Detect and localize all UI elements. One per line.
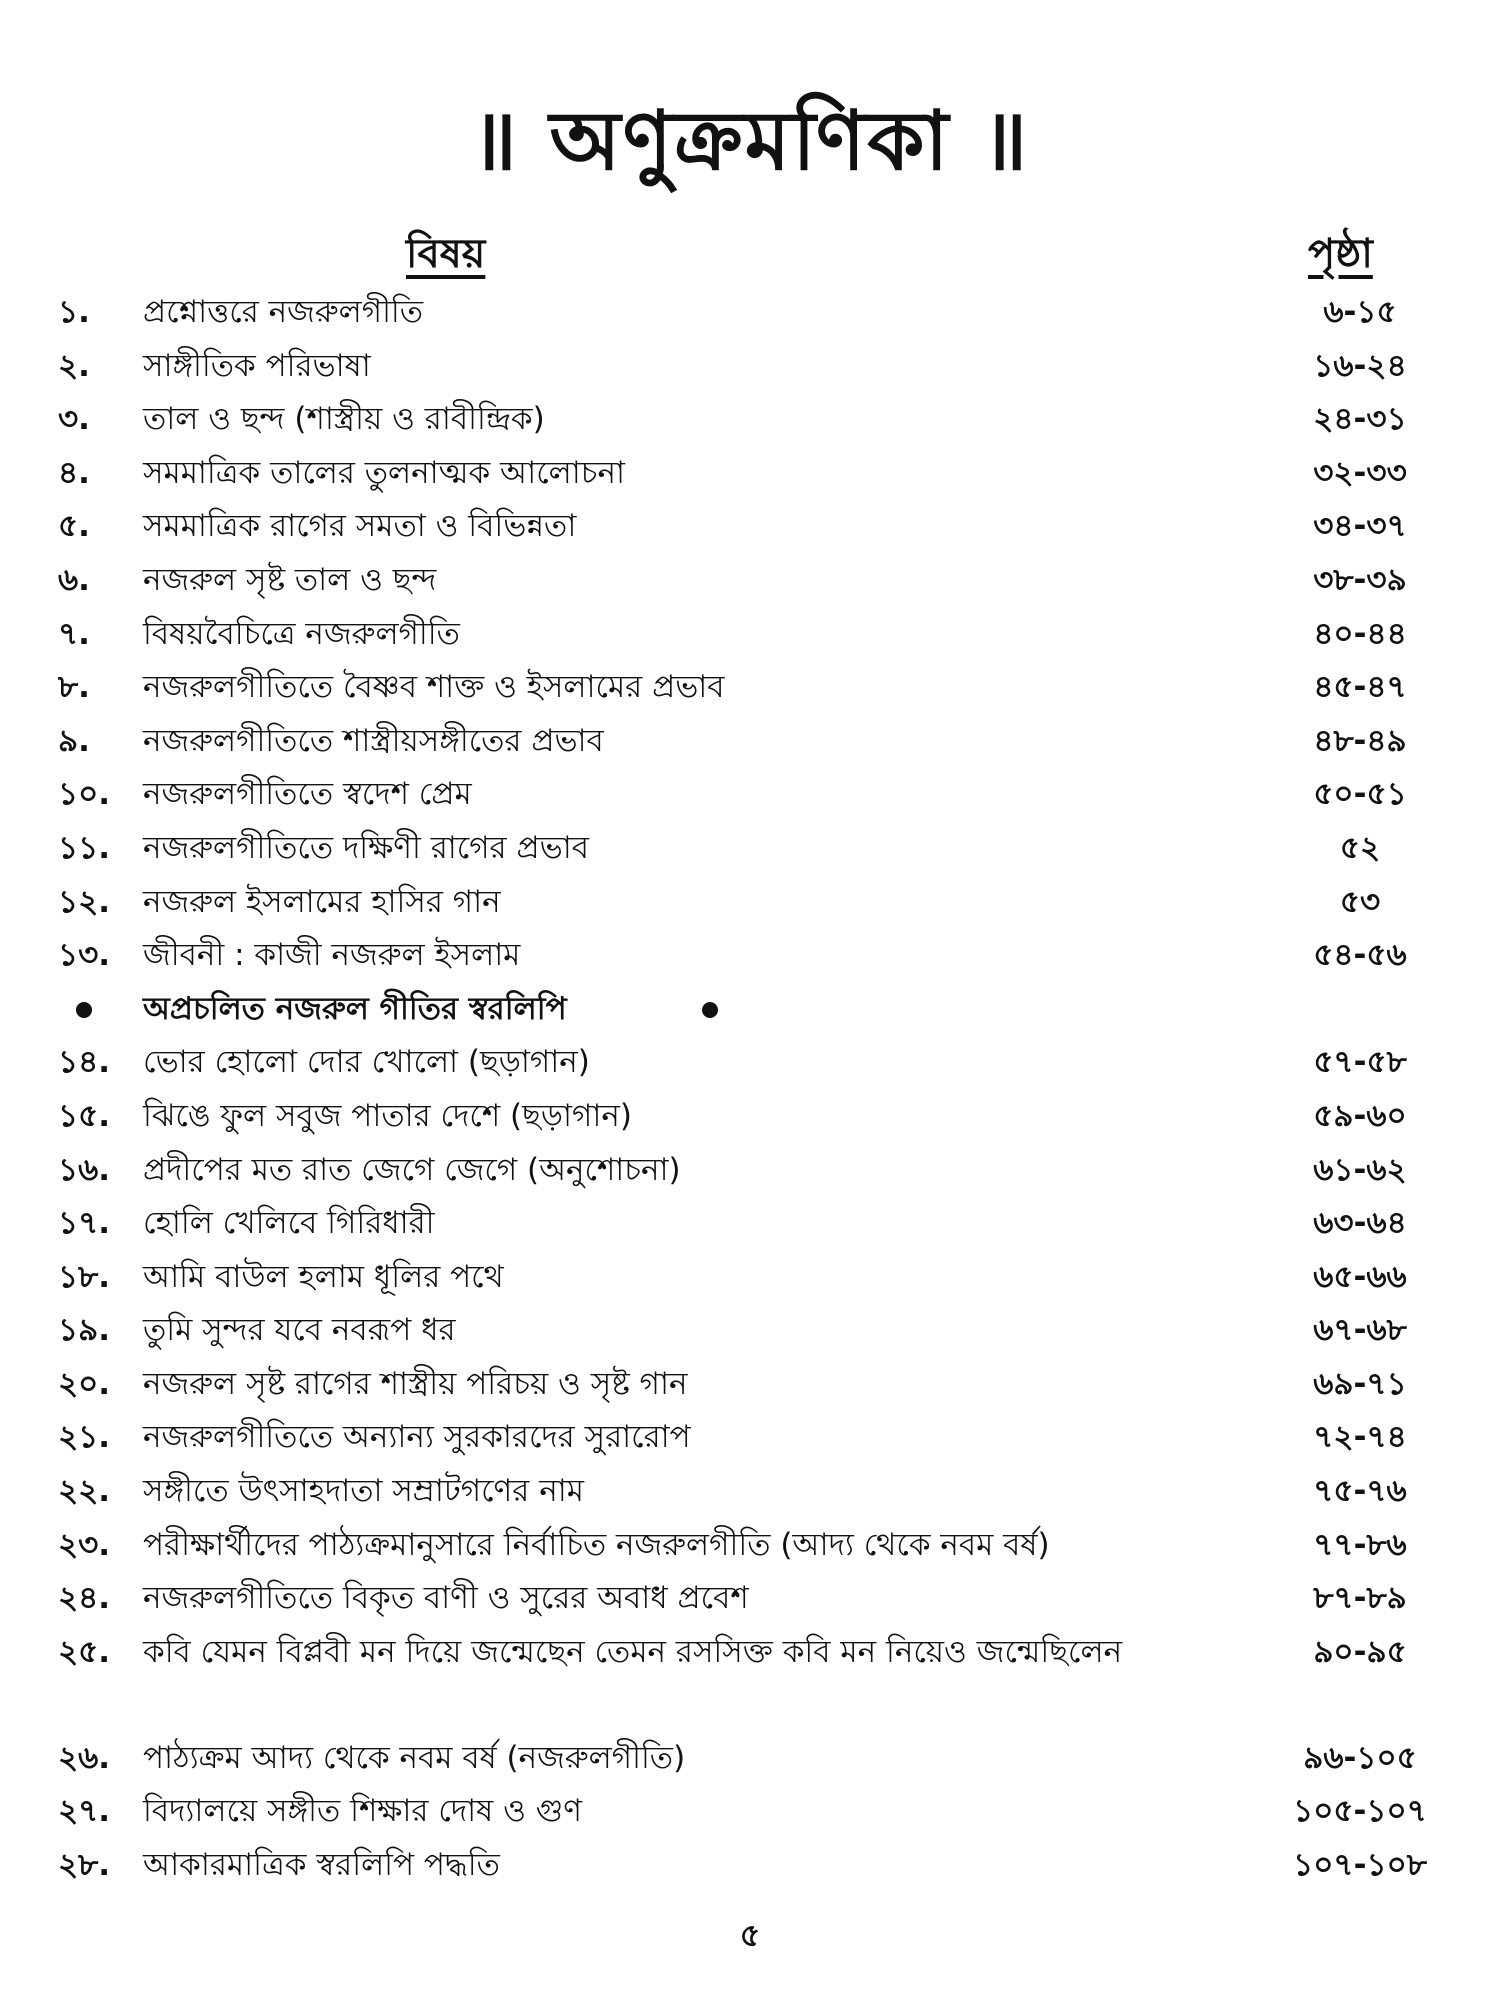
entry-title: সঙ্গীতে উৎসাহদাতা সম্রাটগণের নাম (143, 1473, 584, 1510)
bullet-icon (76, 1002, 92, 1018)
entry-number: ৪. (58, 454, 90, 491)
subject-column-header: বিষয় (406, 231, 486, 277)
entry-pages: ৪৮-৪৯ (1313, 722, 1407, 759)
entry-number: ১৭. (58, 1205, 111, 1242)
section-heading: অপ্রচলিত নজরুল গীতির স্বরলিপি (143, 990, 567, 1027)
entry-number: ১৯. (58, 1312, 111, 1349)
toc-entry-3[interactable] (0, 393, 1500, 447)
entry-title: বিদ্যালয়ে সঙ্গীত শিক্ষার দোষ ও গুণ (143, 1793, 583, 1830)
entry-title: প্রশ্নোত্তরে নজরুলগীতি (143, 294, 424, 330)
entry-title: নজরুল সৃষ্ট তাল ও ছন্দ (143, 561, 437, 598)
entry-pages: ৩৪-৩৭ (1313, 508, 1407, 545)
entry-pages: ৬৫-৬৬ (1313, 1258, 1407, 1295)
entry-title: পরীক্ষার্থীদের পাঠ্যক্রমানুসারে নির্বাচিত নজরুলগীতি (আদ্য থেকে নবম বর্ষ) (143, 1526, 1050, 1563)
entry-pages: ৪০-৪৪ (1313, 615, 1407, 652)
entry-number: ১৫. (58, 1097, 111, 1134)
entry-number: ৭. (58, 615, 90, 652)
toc-entry-13[interactable] (0, 929, 1500, 983)
entry-number: ১৮. (58, 1258, 111, 1295)
entry-title: নজরুলগীতিতে বিকৃত বাণী ও সুরের অবাধ প্রবেশ (143, 1580, 749, 1617)
entry-number: ৬. (58, 561, 90, 598)
entry-pages: ৬৯-৭১ (1313, 1365, 1407, 1402)
toc-entry-23[interactable] (0, 1519, 1500, 1573)
entry-title: নজরুল সৃষ্ট রাগের শাস্ত্রীয় পরিচয় ও সৃষ্ট গান (143, 1365, 688, 1402)
entry-pages: ৩৮-৩৯ (1313, 561, 1407, 598)
entry-pages: ৯০-৯৫ (1313, 1633, 1407, 1670)
toc-entry-6[interactable] (0, 554, 1500, 608)
toc-entry-26[interactable] (0, 1732, 1500, 1786)
toc-entry-11[interactable] (0, 822, 1500, 876)
entry-title: নজরুল ইসলামের হাসির গান (143, 883, 501, 920)
entry-number: ৩. (58, 401, 90, 438)
entry-pages: ৫২ (1339, 829, 1381, 866)
entry-pages: ৭৫-৭৬ (1313, 1473, 1407, 1510)
toc-entry-25[interactable] (0, 1626, 1500, 1732)
entry-number: ২৩. (58, 1526, 111, 1563)
entry-title: জীবনী : কাজী নজরুল ইসলাম (143, 937, 521, 974)
entry-number: ২৮. (58, 1847, 111, 1884)
toc-entry-16[interactable] (0, 1144, 1500, 1198)
entry-number: ৯. (58, 722, 90, 759)
toc-entry-8[interactable] (0, 661, 1500, 715)
entry-number: ৮. (58, 669, 90, 706)
entry-title: সমমাত্রিক রাগের সমতা ও বিভিন্নতা (143, 508, 577, 545)
entry-pages: ৬৩-৬৪ (1313, 1205, 1407, 1242)
entry-number: ১৩. (58, 937, 111, 974)
entry-pages: ৪৫-৪৭ (1313, 669, 1407, 706)
entry-title: নজরুলগীতিতে অন্যান্য সুরকারদের সুরারোপ (143, 1419, 691, 1456)
entry-pages: ৩২-৩৩ (1313, 454, 1407, 491)
entry-title: নজরুলগীতিতে শাস্ত্রীয়সঙ্গীতের প্রভাব (143, 722, 604, 759)
page-title: ॥ অণুক্রমণিকা ॥ (470, 93, 1030, 189)
entry-number: ২৪. (58, 1580, 111, 1617)
toc-entry-9[interactable] (0, 715, 1500, 769)
entry-number: ৫. (58, 508, 90, 545)
entry-title: সাঙ্গীতিক পরিভাষা (143, 347, 371, 384)
entry-title: পাঠ্যক্রম আদ্য থেকে নবম বর্ষ (নজরুলগীতি) (143, 1739, 686, 1776)
entry-pages: ৬৭-৬৮ (1313, 1312, 1407, 1349)
entry-number: ১২. (58, 883, 111, 920)
entry-title: প্রদীপের মত রাত জেগে জেগে (অনুশোচনা) (143, 1151, 681, 1188)
entry-pages: ৫৩ (1339, 883, 1381, 920)
entry-pages: ৫৭-৫৮ (1313, 1044, 1407, 1081)
toc-entry-2[interactable] (0, 340, 1500, 394)
entry-title: ভোর হোলো দোর খোলো (ছড়াগান) (143, 1044, 590, 1081)
toc-entry-27[interactable] (0, 1785, 1500, 1839)
table-of-contents (0, 286, 1500, 1893)
bullet-icon (702, 1002, 718, 1018)
entry-number: ২৬. (58, 1739, 111, 1776)
toc-entry-10[interactable] (0, 768, 1500, 822)
entry-number: ১৪. (58, 1044, 111, 1081)
entry-pages: ৯৬-১০৫ (1303, 1739, 1417, 1776)
entry-title: আমি বাউল হলাম ধূলির পথে (143, 1258, 504, 1295)
toc-entry-19[interactable] (0, 1304, 1500, 1358)
entry-number: ২৭. (58, 1793, 111, 1830)
toc-entry-17[interactable] (0, 1197, 1500, 1251)
entry-title: সমমাত্রিক তালের তুলনাত্মক আলোচনা (143, 454, 625, 491)
entry-pages: ১০৫-১০৭ (1293, 1793, 1427, 1830)
entry-number: ২০. (58, 1365, 111, 1402)
toc-entry-28[interactable] (0, 1839, 1500, 1893)
toc-entry-14[interactable] (0, 1036, 1500, 1090)
entry-title: তুমি সুন্দর যবে নবরূপ ধর (143, 1312, 456, 1349)
entry-number: ২২. (58, 1473, 111, 1510)
entry-number: ২. (58, 347, 90, 384)
entry-pages: ৫৯-৬০ (1313, 1097, 1407, 1134)
entry-number: ১. (58, 294, 90, 330)
entry-number: ২৫. (58, 1633, 111, 1670)
toc-entry-15[interactable] (0, 1090, 1500, 1144)
entry-title: নজরুলগীতিতে দক্ষিণী রাগের প্রভাব (143, 829, 589, 866)
entry-title: হোলি খেলিবে গিরিধারী (143, 1205, 435, 1242)
entry-title: কবি যেমন বিপ্লবী মন দিয়ে জন্মেছেন তেমন রসসিক্ত কবি মন নিয়েও জন্মেছিলেন (143, 1633, 1123, 1670)
entry-pages: ৫০-৫১ (1313, 776, 1407, 813)
entry-pages: ৭৭-৮৬ (1313, 1526, 1407, 1563)
entry-number: ২১. (58, 1419, 111, 1456)
entry-title: বিষয়বৈচিত্রে নজরুলগীতি (143, 615, 460, 652)
toc-entry-12[interactable] (0, 876, 1500, 930)
entry-pages: ৫৪-৫৬ (1313, 937, 1407, 974)
toc-entry-24[interactable] (0, 1572, 1500, 1626)
entry-number: ১৬. (58, 1151, 111, 1188)
entry-title: নজরুলগীতিতে বৈষ্ণব শাক্ত ও ইসলামের প্রভাব (143, 669, 725, 706)
entry-pages: ৭২-৭৪ (1313, 1419, 1407, 1456)
toc-entry-22[interactable] (0, 1465, 1500, 1519)
entry-pages: ৬-১৫ (1323, 294, 1397, 330)
toc-entry-7[interactable] (0, 608, 1500, 662)
entry-pages: ৬১-৬২ (1313, 1151, 1407, 1188)
toc-entry-1[interactable] (0, 286, 1500, 340)
entry-number: ১১. (58, 829, 111, 866)
section-heading-row (0, 983, 1500, 1037)
toc-entry-21[interactable] (0, 1411, 1500, 1465)
page-number: ৫ (739, 1916, 761, 1954)
entry-pages: ১০৭-১০৮ (1293, 1847, 1427, 1884)
entry-pages: ৮৭-৮৯ (1313, 1580, 1407, 1617)
entry-title: নজরুলগীতিতে স্বদেশ প্রেম (143, 776, 472, 813)
toc-entry-5[interactable] (0, 500, 1500, 554)
toc-entry-4[interactable] (0, 447, 1500, 501)
entry-pages: ২৪-৩১ (1313, 401, 1407, 438)
entry-title: ঝিঙে ফুল সবুজ পাতার দেশে (ছড়াগান) (143, 1097, 632, 1134)
entry-pages: ১৬-২৪ (1313, 347, 1407, 384)
entry-number: ১০. (58, 776, 111, 813)
entry-title: আকারমাত্রিক স্বরলিপি পদ্ধতি (143, 1847, 500, 1884)
toc-entry-20[interactable] (0, 1358, 1500, 1412)
entry-title: তাল ও ছন্দ (শাস্ত্রীয় ও রাবীন্দ্রিক) (143, 401, 545, 438)
page-column-header: পৃষ্ঠা (1308, 231, 1373, 277)
toc-entry-18[interactable] (0, 1251, 1500, 1305)
